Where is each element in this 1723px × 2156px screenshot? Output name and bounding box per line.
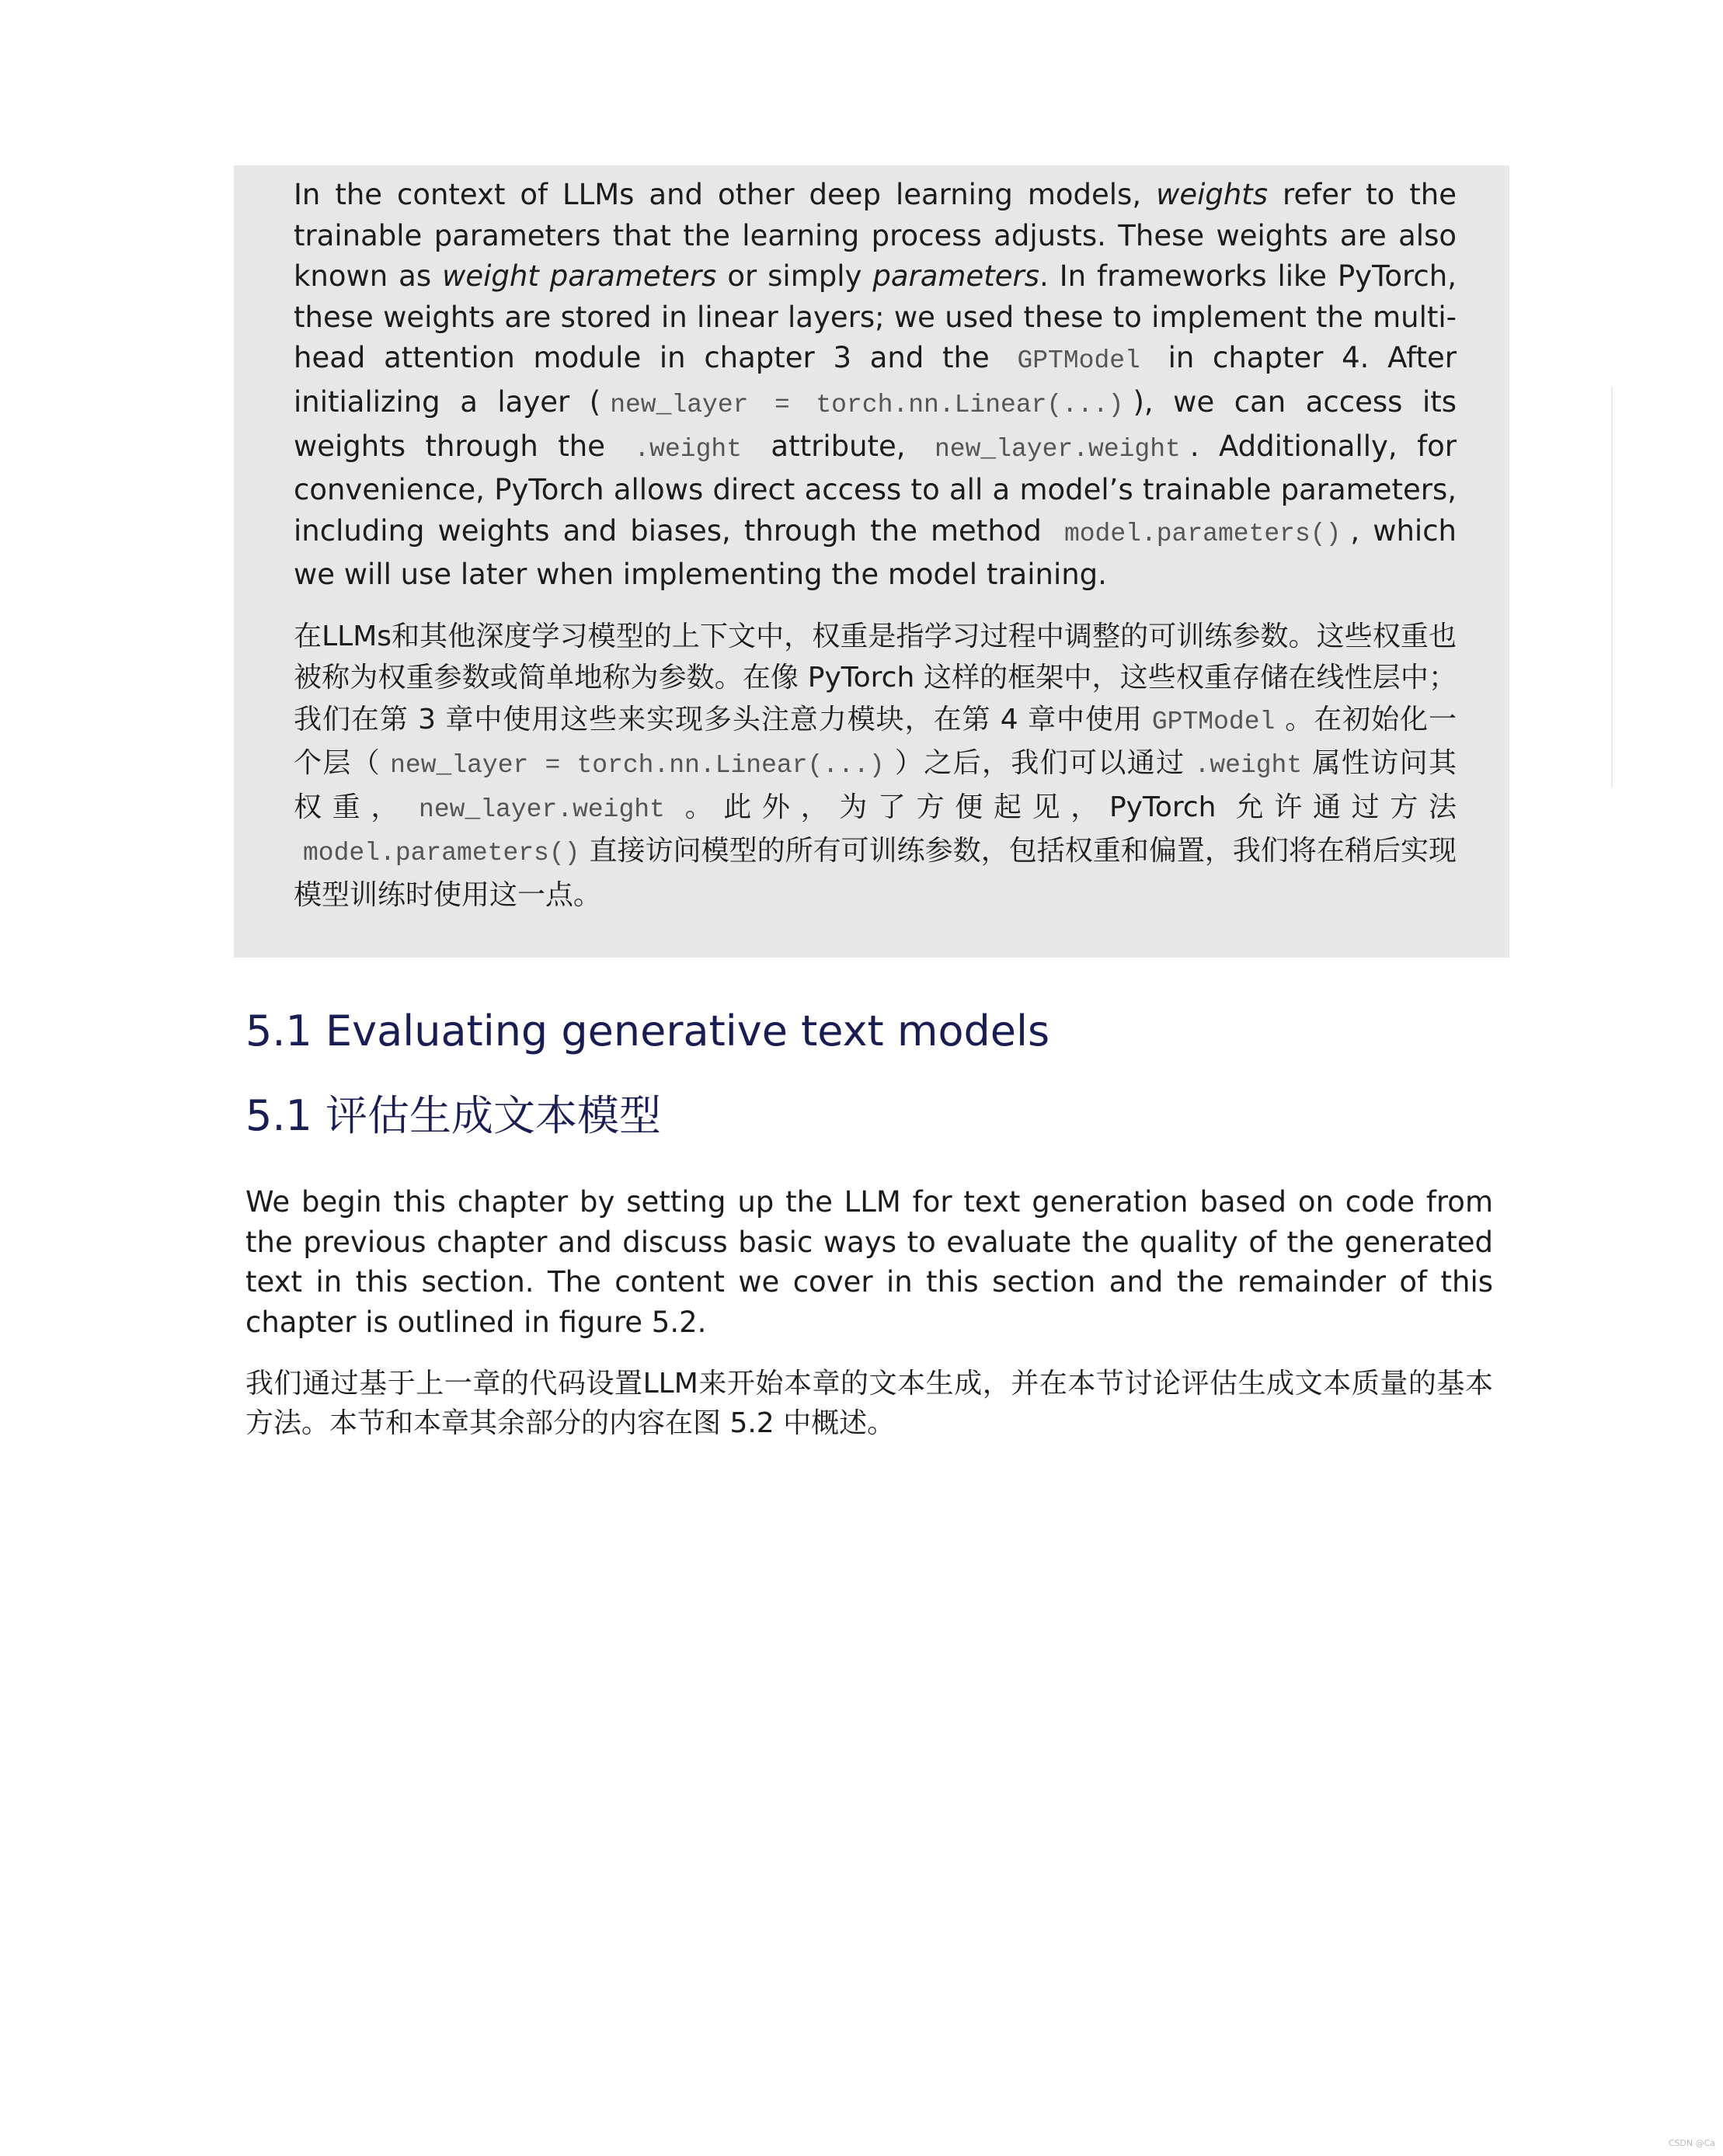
code-gptmodel: GPTModel: [1151, 707, 1276, 736]
emphasis-weight-parameters: weight parameters: [442, 259, 717, 294]
text-run: ), we can access its weights through the: [294, 384, 1457, 463]
sidebar-paragraph-en: [294, 175, 1457, 596]
text-run: attribute,: [751, 429, 925, 463]
emphasis-weights: weights: [1156, 178, 1269, 211]
text-run: in chapter 4. After initializing a layer (: [294, 341, 1457, 419]
code-new-layer-linear: new_layer = torch.nn.Linear(...): [390, 751, 885, 781]
text-run: 。此外，为了方便起见，PyTorch 允许通过方法: [674, 791, 1457, 823]
text-run: or simply: [716, 259, 873, 294]
text-run: . In frameworks like PyTorch, these weights are stored in linear layers; we used these to implement the multi-head attention module in chapter 3 and the: [294, 259, 1457, 375]
text-run: ）之后，我们可以通过: [893, 747, 1185, 780]
text-run: 属性访问其权重，: [294, 747, 1457, 823]
text-run: refer to the trainable parameters that the learning process adjusts. These weights are also known as: [294, 178, 1457, 294]
sidebar-paragraph-zh: [294, 616, 1457, 916]
margin-divider: [1611, 387, 1613, 788]
code-new-layer-weight: new_layer.weight: [419, 795, 665, 824]
emphasis-parameters: parameters: [872, 259, 1039, 294]
section-heading-zh: 5.1 评估生成文本模型: [245, 1091, 662, 1140]
code-new-layer-linear: new_layer = torch.nn.Linear(...): [610, 390, 1124, 419]
code-gptmodel: GPTModel: [1017, 346, 1140, 376]
code-weight: .weight: [1194, 751, 1303, 781]
text-run: 在LLMs和其他深度学习模型的上下文中，权重是指学习过程中调整的可训练参数。这些权重也被称为权重参数或简单地称为参数。在像 PyTorch 这样的框架中，这些权重存储在线性层中；我们在第 3 章中使用这些来实现多头注意力模块，在第 4 章中使用: [294, 620, 1457, 735]
body-paragraph-en: We begin this chapter by setting up the LLM for text generation based on code from the previous chapter and discuss basic ways to evaluate the quality of the generated text in this section. The content we cover in this section and the remainder of this chapter is outlined in figure 5.2.: [245, 1185, 1493, 1339]
code-model-parameters: model.parameters(): [1063, 519, 1342, 548]
text-run: In the context of LLMs and other deep learning models,: [294, 178, 1157, 211]
code-model-parameters: model.parameters(): [303, 839, 580, 868]
sidebar-box: [234, 165, 1509, 958]
body-paragraph-zh: 我们通过基于上一章的代码设置LLM来开始本章的文本生成，并在本节讨论评估生成文本质量的基本方法。本节和本章其余部分的内容在图 5.2 中概述。: [245, 1368, 1493, 1439]
text-run: . Additionally, for convenience, PyTorch allows direct access to all a model’s trainable parameters, including weights and biases, through the method: [294, 429, 1457, 548]
text-run: 直接访问模型的所有可训练参数，包括权重和偏置，我们将在稍后实现模型训练时使用这一点。: [294, 835, 1457, 911]
text-run: , which we will use later when implementing the model training.: [294, 513, 1457, 592]
watermark: CSDN @Ca: [1668, 2138, 1715, 2148]
code-new-layer-weight: new_layer.weight: [934, 434, 1181, 464]
text-run: 。在初始化一个层（: [294, 703, 1457, 780]
section-heading-en: 5.1 Evaluating generative text models: [245, 1007, 1050, 1055]
code-weight: .weight: [634, 434, 742, 464]
